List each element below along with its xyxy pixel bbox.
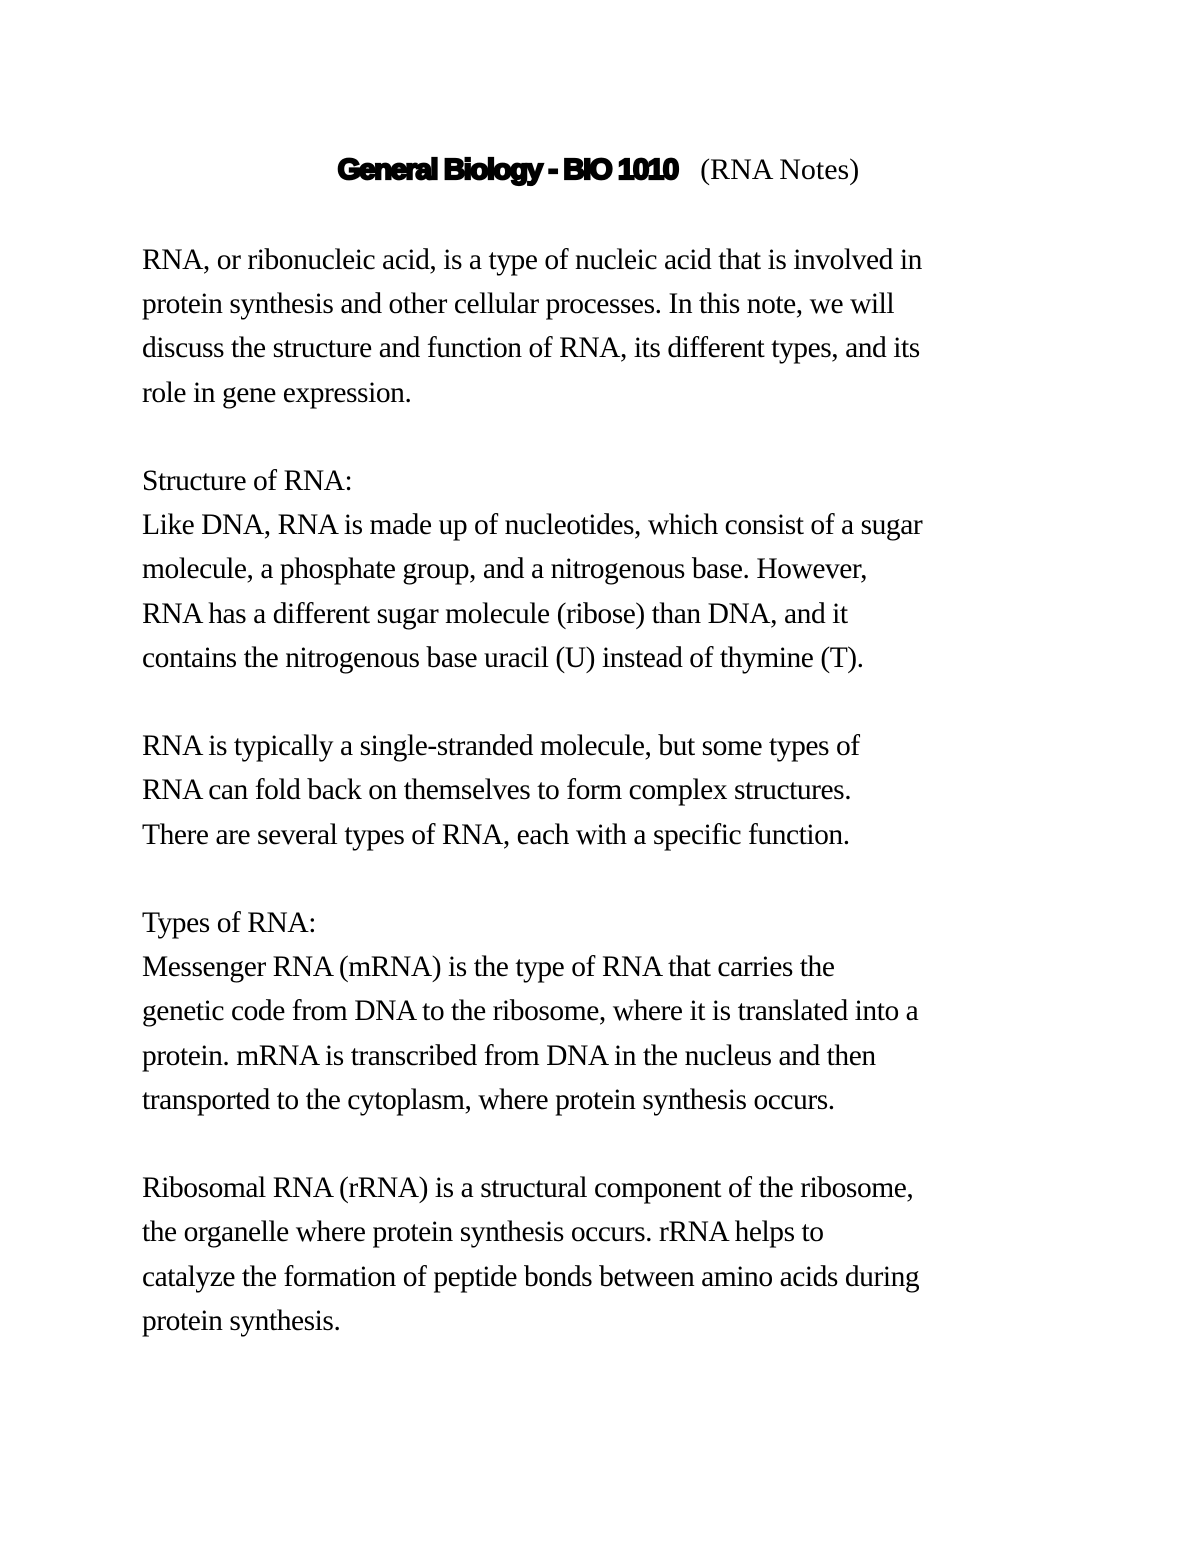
paragraph-types-mrna: [142, 901, 1082, 1122]
paragraph-rrna: [142, 1166, 1082, 1343]
text-line: contains the nitrogenous base uracil (U) instead of thymine (T).: [142, 641, 864, 674]
text-line: protein. mRNA is transcribed from DNA in the nucleus and then: [142, 1039, 876, 1072]
text-line: catalyze the formation of peptide bonds between amino acids during: [142, 1260, 920, 1293]
course-title: General Biology - BIO 1010: [337, 154, 678, 186]
text-line: discuss the structure and function of RNA, its different types, and its: [142, 332, 920, 365]
text-line: RNA has a different sugar molecule (ribose) than DNA, and it: [142, 597, 848, 630]
text-line: RNA is typically a single-stranded molecule, but some types of: [142, 730, 860, 763]
text-line: the organelle where protein synthesis occurs. rRNA helps to: [142, 1216, 824, 1249]
text-line: protein synthesis.: [142, 1304, 341, 1337]
text-line: role in gene expression.: [142, 376, 412, 409]
text-line: RNA, or ribonucleic acid, is a type of nucleic acid that is involved in: [142, 244, 922, 276]
text-line: protein synthesis and other cellular processes. In this note, we will: [142, 288, 895, 321]
paragraph-structure: [142, 459, 1082, 680]
text-line: RNA can fold back on themselves to form complex structures.: [142, 774, 852, 807]
text-line: Like DNA, RNA is made up of nucleotides, which consist of a sugar: [142, 509, 923, 542]
section-heading: Types of RNA:: [142, 907, 316, 939]
text-line: Messenger RNA (mRNA) is the type of RNA that carries the: [142, 951, 835, 984]
document-body: [142, 238, 1082, 1387]
text-line: There are several types of RNA, each with a specific function.: [142, 818, 850, 851]
notes-subtitle: (RNA Notes): [700, 153, 860, 186]
text-line: transported to the cytoplasm, where protein synthesis occurs.: [142, 1083, 835, 1116]
paragraph-single-stranded: [142, 724, 1082, 857]
text-line: genetic code from DNA to the ribosome, where it is translated into a: [142, 995, 919, 1028]
section-heading: Structure of RNA:: [142, 465, 353, 497]
paragraph-intro: [142, 238, 1082, 415]
text-line: molecule, a phosphate group, and a nitrogenous base. However,: [142, 553, 868, 586]
text-line: Ribosomal RNA (rRNA) is a structural component of the ribosome,: [142, 1172, 914, 1205]
page-title: [0, 146, 1200, 199]
